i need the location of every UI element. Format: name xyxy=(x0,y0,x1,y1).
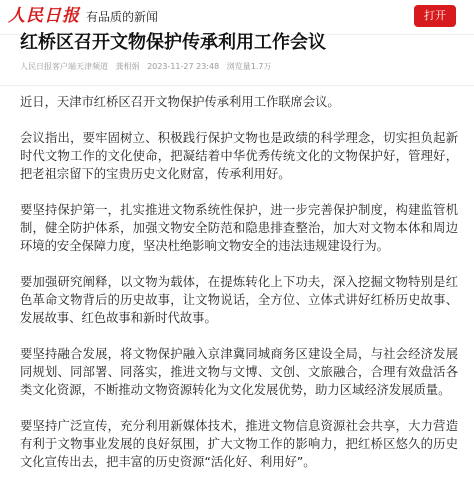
header-slogan: 有品质的新闻 xyxy=(86,10,159,24)
article-time: 2023-11-27 23:48 xyxy=(147,62,220,71)
article-paragraph: 要加强研究阐释，以文物为载体，在提炼转化上下功夫，深入挖掘文物特别是红色革命文物背后的历史故事，让文物说话，全方位、立体式讲好红桥历史故事、发展故事、红色故事和新时代故事。 xyxy=(20,275,458,325)
article-author: 龚相娟 xyxy=(115,62,140,71)
peoples-daily-logo[interactable]: 人民日报 xyxy=(8,6,80,26)
article-body xyxy=(20,93,458,489)
open-app-button[interactable]: 打开 xyxy=(414,5,456,27)
article-paragraph: 要坚持保护第一，扎实推进文物系统性保护，进一步完善保护制度，构建监管机制，健全防护体系，加强文物安全防范和隐患排查整治，加大对文物本体和周边环境的安全保障力度，坚决杜绝影响文物安全的违法违规建设行为。 xyxy=(20,203,458,253)
app-header xyxy=(0,0,474,35)
article-paragraph: 近日，天津市红桥区召开文物保护传承利用工作联席会议。 xyxy=(20,95,340,109)
article-paragraph: 要坚持广泛宣传，充分利用新媒体技术，推进文物信息资源社会共享，大力营造有利于文物事业发展的良好氛围，扩大文物工作的影响力，把红桥区悠久的历史文化宣传出去，把丰富的历史资源“活化好、利用好”。 xyxy=(20,419,458,469)
article-views: 浏览量1.7万 xyxy=(226,62,272,71)
article-paragraph: 要坚持融合发展，将文物保护融入京津冀同城商务区建设全局，与社会经济发展同规划、同部署、同落实，推进文物与文博、文创、文旅融合，合理有效盘活各类文化资源，不断推动文物资源转化为文化发展优势，助力区域经济发展质量。 xyxy=(20,347,458,397)
article-meta xyxy=(20,61,276,73)
article-paragraph: 会议指出，要牢固树立、积极践行保护文物也是政绩的科学理念，切实担负起新时代文物工作的文化使命，把凝结着中华优秀传统文化的文物保护好，管理好，把老祖宗留下的宝贵历史文化财富，传承利用好。 xyxy=(20,131,458,181)
header-divider xyxy=(0,85,474,86)
article-source[interactable]: 人民日报客户端天津频道 xyxy=(20,62,108,71)
article-title: 红桥区召开文物保护传承利用工作会议 xyxy=(20,32,326,53)
